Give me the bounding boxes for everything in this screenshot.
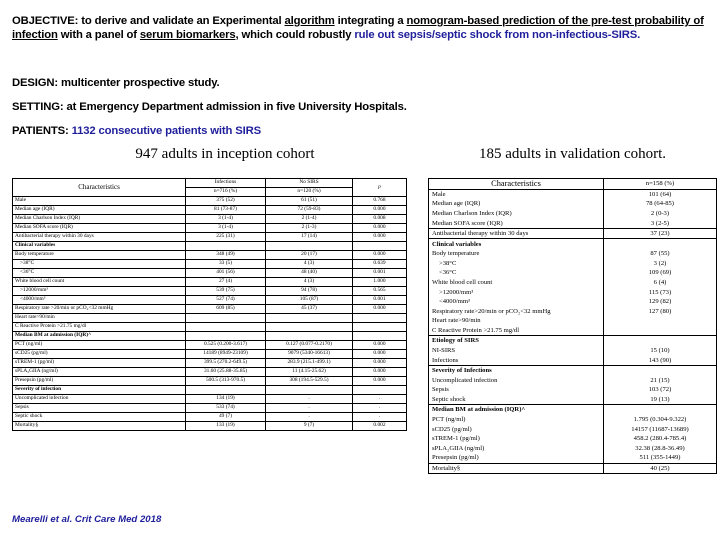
row-value-2: 283.9 (215.1-499.1) (266, 359, 353, 368)
row-value (604, 316, 717, 326)
row-value-3: 0.008 (353, 215, 407, 224)
patients-line (12, 125, 712, 137)
row-value-1 (186, 386, 266, 395)
row-value-2: 72 (59-83) (266, 206, 353, 215)
row-label: Median BM at admission (IQR)^ (13, 332, 186, 341)
row-value: 109 (69) (604, 268, 717, 278)
row-value-3: 0.000 (353, 206, 407, 215)
validation-cohort-caption: 185 adults in validation cohort. (478, 146, 667, 162)
row-label: Median BM at admission (IQR)^ (429, 405, 604, 415)
table-row (429, 355, 717, 365)
row-label: Clinical variables (429, 239, 604, 249)
table-row (429, 434, 717, 444)
row-value-3: . (353, 413, 407, 422)
row-value-2: 0.127 (0.077-0.2170) (266, 341, 353, 350)
row-value-2: 11 (4.15-25.62) (266, 368, 353, 377)
table-head (429, 179, 717, 190)
row-value-1: 375 (52) (186, 197, 266, 206)
row-value: 87 (55) (604, 249, 717, 259)
design-label: DESIGN: (12, 77, 59, 89)
row-value-2: 4 (3) (266, 260, 353, 269)
row-value-1: 33 (5) (186, 260, 266, 269)
objective-seg1: to derive and validate an Experimental (78, 15, 285, 27)
row-value-3 (353, 323, 407, 332)
validation-cohort-table-container (428, 178, 716, 474)
row-value-2: 9079 (5340-16613) (266, 350, 353, 359)
row-value-1: 49 (7) (186, 413, 266, 422)
table-row (13, 269, 407, 278)
row-value-1: 27 (4) (186, 278, 266, 287)
table-row (429, 405, 717, 415)
row-value-2 (266, 314, 353, 323)
row-label: >38°C (13, 260, 186, 269)
table-row (429, 395, 717, 405)
row-value-3 (353, 314, 407, 323)
table-row (429, 209, 717, 219)
patients-label: PATIENTS: (12, 125, 69, 137)
row-value: 14157 (11687-13689) (604, 424, 717, 434)
row-label: White blood cell count (429, 278, 604, 288)
row-value-2: 105 (87) (266, 296, 353, 305)
row-value: 511 (355-1449) (604, 453, 717, 463)
row-label: Severity of infection (13, 386, 186, 395)
row-value: 40 (25) (604, 463, 717, 474)
table-row (429, 239, 717, 249)
inception-cohort-caption: 947 adults in inception cohort (135, 146, 315, 162)
row-label: sCD25 (pg/ml) (13, 350, 186, 359)
row-value-3: 0.000 (353, 224, 407, 233)
row-label: sPLA₂GIIA (ng/ml) (13, 368, 186, 377)
table-row (429, 365, 717, 375)
row-value-3 (353, 242, 407, 251)
row-value (604, 326, 717, 336)
row-value-2: . (266, 395, 353, 404)
objective-underline-biomarkers: serum biomarkers (139, 29, 236, 42)
row-label: Respiratory rate >20/min or pCO₂<32 mmHg (13, 305, 186, 314)
row-value-3: 1.000 (353, 278, 407, 287)
row-value-1 (186, 332, 266, 341)
table-head (13, 179, 407, 197)
table-row (429, 307, 717, 317)
row-label: Respiratory rate>20/min or pCO₂<32 mmHg (429, 307, 604, 317)
validation-cohort-table (428, 178, 717, 474)
row-value-3: 0.639 (353, 260, 407, 269)
table-row (429, 346, 717, 356)
setting-text: at Emergency Department admission in five University Hospitals. (63, 101, 407, 113)
row-value-2: 61 (51) (266, 197, 353, 206)
row-value-2: 20 (17) (266, 251, 353, 260)
table-row (13, 368, 407, 377)
table-row (13, 224, 407, 233)
inception-cohort-table-container (12, 178, 406, 431)
row-label: Body temperature (13, 251, 186, 260)
row-label: Median SOFA score (IQR) (13, 224, 186, 233)
objective-seg2: integrating a (334, 15, 407, 27)
row-value: 103 (72) (604, 385, 717, 395)
row-value: 19 (13) (604, 395, 717, 405)
header-nosirs-line1: No SIRS (266, 179, 353, 188)
row-value-3: 0.002 (353, 422, 407, 431)
table-row (13, 323, 407, 332)
row-value (604, 405, 717, 415)
objective-paragraph (12, 14, 708, 42)
header-characteristics: Characteristics (429, 179, 604, 190)
row-label: <4000/mm³ (429, 297, 604, 307)
row-label: Uncomplicated infection (13, 395, 186, 404)
table-row (13, 314, 407, 323)
objective-seg4: , which could robustly (235, 29, 355, 42)
row-value-3: 0.000 (353, 359, 407, 368)
table-row (13, 377, 407, 386)
row-value: 21 (15) (604, 376, 717, 386)
row-value-3: 0.000 (353, 368, 407, 377)
table-row (429, 249, 717, 259)
table-row (13, 341, 407, 350)
row-value-1: 539 (75) (186, 287, 266, 296)
table-body (13, 197, 407, 431)
row-value-1: 3 (1-4) (186, 215, 266, 224)
row-label: <36°C (429, 268, 604, 278)
row-label: Presepsin (pg/ml) (429, 453, 604, 463)
table-row (13, 359, 407, 368)
objective-label: OBJECTIVE: (12, 15, 79, 27)
table-body (429, 189, 717, 474)
table-row (429, 453, 717, 463)
row-value-2: 9 (7) (266, 422, 353, 431)
row-value-2 (266, 332, 353, 341)
row-label: Median Charlson Index (IQR) (13, 215, 186, 224)
row-value-1: 31.60 (25.88-35.85) (186, 368, 266, 377)
table-row (13, 350, 407, 359)
row-value (604, 336, 717, 346)
row-value: 32.38 (28.8-36.49) (604, 444, 717, 454)
row-value-3: 0.000 (353, 377, 407, 386)
table-row (13, 404, 407, 413)
table-row (13, 278, 407, 287)
table-row (13, 233, 407, 242)
row-value: 127 (80) (604, 307, 717, 317)
row-label: >38°C (429, 259, 604, 269)
row-label: PCT (ng/ml) (13, 341, 186, 350)
row-label: Mortality§ (13, 422, 186, 431)
table-row (13, 386, 407, 395)
table-header-row (429, 179, 717, 190)
table-row (13, 251, 407, 260)
table-row (429, 189, 717, 199)
row-value-3: 0.000 (353, 305, 407, 314)
row-label: Uncomplicated infection (429, 376, 604, 386)
row-value-1: 81 (73-87) (186, 206, 266, 215)
design-text: multicenter prospective study. (58, 77, 220, 89)
table-row (429, 278, 717, 288)
table-row (429, 199, 717, 209)
table-row (429, 415, 717, 425)
row-value-3: 0.001 (353, 269, 407, 278)
row-value-1: 225 (31) (186, 233, 266, 242)
row-value-3: 0.000 (353, 233, 407, 242)
row-value: 143 (90) (604, 355, 717, 365)
row-value: 78 (64-85) (604, 199, 717, 209)
table-row (13, 413, 407, 422)
inception-cohort-table (12, 178, 407, 431)
row-value-2: 308 (194.5-529.5) (266, 377, 353, 386)
row-value-3: 0.001 (353, 296, 407, 305)
row-label: PCT (ng/ml) (429, 415, 604, 425)
row-label: Sepsis (429, 385, 604, 395)
row-label: sCD25 (pg/ml) (429, 424, 604, 434)
row-value: 15 (10) (604, 346, 717, 356)
row-label: Clinical variables (13, 242, 186, 251)
row-value: 115 (73) (604, 287, 717, 297)
row-value: 458.2 (280.4-785.4) (604, 434, 717, 444)
row-label: >12000/mm³ (429, 287, 604, 297)
table-row (429, 268, 717, 278)
row-value-1: 134 (19) (186, 395, 266, 404)
row-label: sPLA₂GIIA (ng/ml) (429, 444, 604, 454)
row-value-2: 2 (1-4) (266, 215, 353, 224)
table-row (13, 215, 407, 224)
table-row (429, 316, 717, 326)
row-value: 6 (4) (604, 278, 717, 288)
table-row (13, 197, 407, 206)
row-label: Male (13, 197, 186, 206)
row-value-1: 527 (74) (186, 296, 266, 305)
row-value: 2 (0-3) (604, 209, 717, 219)
table-row (429, 376, 717, 386)
row-label: Antibacterial therapy within 30 days (13, 233, 186, 242)
setting-label: SETTING: (12, 101, 64, 113)
row-label: Heart rate>90/min (13, 314, 186, 323)
row-label: NI-SIRS (429, 346, 604, 356)
row-label: >12000/mm³ (13, 287, 186, 296)
setting-line (12, 101, 712, 113)
row-label: C Reactive Protein >21.75 mg/dl (13, 323, 186, 332)
row-value-3: 0.565 (353, 287, 407, 296)
objective-underline-nomogram: nomogram-based prediction of the pre-test probability of infection (12, 15, 704, 42)
objective-ruleout-highlight: rule out sepsis/septic shock from non-infectious-SIRS. (354, 29, 641, 42)
row-label: sTREM-1 (pg/ml) (429, 434, 604, 444)
row-value-1: 0.525 (0.200-3.617) (186, 341, 266, 350)
row-value-2 (266, 242, 353, 251)
table-row (13, 287, 407, 296)
row-label: <36°C (13, 269, 186, 278)
patients-text: 1132 consecutive patients with SIRS (68, 125, 261, 137)
row-value: 129 (82) (604, 297, 717, 307)
row-value-1: 399.5 (270.2-649.5) (186, 359, 266, 368)
header-p-value: p (353, 179, 407, 197)
table-row (429, 259, 717, 269)
row-label: Heart rate>90/min (429, 316, 604, 326)
row-label: Septic shock (13, 413, 186, 422)
table-row (429, 218, 717, 228)
row-value: 101 (64) (604, 189, 717, 199)
design-line (12, 77, 712, 89)
row-value-1: 401 (56) (186, 269, 266, 278)
header-characteristics: Characteristics (13, 179, 186, 197)
row-value-1: 500.5 (313-970.5) (186, 377, 266, 386)
table-row (13, 422, 407, 431)
row-value (604, 239, 717, 249)
table-row (13, 260, 407, 269)
row-value-3: 0.000 (353, 350, 407, 359)
row-value-2: 45 (37) (266, 305, 353, 314)
table-row (13, 395, 407, 404)
row-value-2: 17 (14) (266, 233, 353, 242)
table-row (429, 287, 717, 297)
row-value-3 (353, 332, 407, 341)
row-value-1: 133 (19) (186, 422, 266, 431)
row-label: Mortality§ (429, 463, 604, 474)
row-value (604, 365, 717, 375)
table-row (429, 463, 717, 474)
header-infections-line2: n=716 (%) (186, 188, 266, 197)
table-row (13, 332, 407, 341)
row-value-1 (186, 323, 266, 332)
row-value-1 (186, 242, 266, 251)
row-label: Etiology of SIRS (429, 336, 604, 346)
row-value: 3 (2-5) (604, 218, 717, 228)
row-label: C Reactive Protein >21.75 mg/dl (429, 326, 604, 336)
row-label: <4000/mm³ (13, 296, 186, 305)
row-value: 37 (23) (604, 228, 717, 239)
row-value-3: . (353, 395, 407, 404)
table-header-row (13, 179, 407, 188)
citation-text: Mearelli et al. Crit Care Med 2018 (12, 514, 162, 525)
row-value-3: . (353, 404, 407, 413)
objective-seg3: with a panel of (57, 29, 140, 42)
row-value-1 (186, 314, 266, 323)
table-row (13, 206, 407, 215)
row-value-3: 0.000 (353, 251, 407, 260)
row-value-2: . (266, 404, 353, 413)
row-value-2: 94 (78) (266, 287, 353, 296)
row-value-1: 3 (1-4) (186, 224, 266, 233)
row-label: Male (429, 189, 604, 199)
row-label: Median SOFA score (IQR) (429, 218, 604, 228)
table-row (429, 326, 717, 336)
table-row (13, 296, 407, 305)
table-row (429, 297, 717, 307)
row-value-2: . (266, 413, 353, 422)
header-nosirs-line2: n=120 (%) (266, 188, 353, 197)
row-value-3 (353, 386, 407, 395)
row-value-2: 48 (40) (266, 269, 353, 278)
row-label: Presepsin (pg/ml) (13, 377, 186, 386)
row-value-1: 14189 (8949-23109) (186, 350, 266, 359)
row-value-3: 0.000 (353, 341, 407, 350)
row-label: Septic shock (429, 395, 604, 405)
row-label: sTREM-1 (pg/ml) (13, 359, 186, 368)
row-value-2: 2 (1-3) (266, 224, 353, 233)
row-value: 3 (2) (604, 259, 717, 269)
row-value-1: 533 (74) (186, 404, 266, 413)
row-label: Median age (IQR) (429, 199, 604, 209)
row-value-1: 609 (85) (186, 305, 266, 314)
row-value-2: 4 (3) (266, 278, 353, 287)
row-value: 1.795 (0.304-9.322) (604, 415, 717, 425)
table-row (429, 336, 717, 346)
table-row (429, 228, 717, 239)
row-label: White blood cell count (13, 278, 186, 287)
row-value-2 (266, 386, 353, 395)
row-value-3: 0.768 (353, 197, 407, 206)
row-label: Sepsis (13, 404, 186, 413)
row-label: Severity of Infections (429, 365, 604, 375)
row-value-2 (266, 323, 353, 332)
header-n: n=158 (%) (604, 179, 717, 190)
table-row (13, 242, 407, 251)
row-label: Median Charlson Index (IQR) (429, 209, 604, 219)
header-infections-line1: Infections (186, 179, 266, 188)
table-row (429, 444, 717, 454)
table-row (13, 305, 407, 314)
row-label: Antibacterial therapy within 30 days (429, 228, 604, 239)
objective-underline-algorithm: algorithm (284, 15, 335, 27)
table-row (429, 424, 717, 434)
row-label: Body temperature (429, 249, 604, 259)
table-row (429, 385, 717, 395)
row-value-1: 348 (49) (186, 251, 266, 260)
row-label: Infections (429, 355, 604, 365)
row-label: Median age (IQR) (13, 206, 186, 215)
